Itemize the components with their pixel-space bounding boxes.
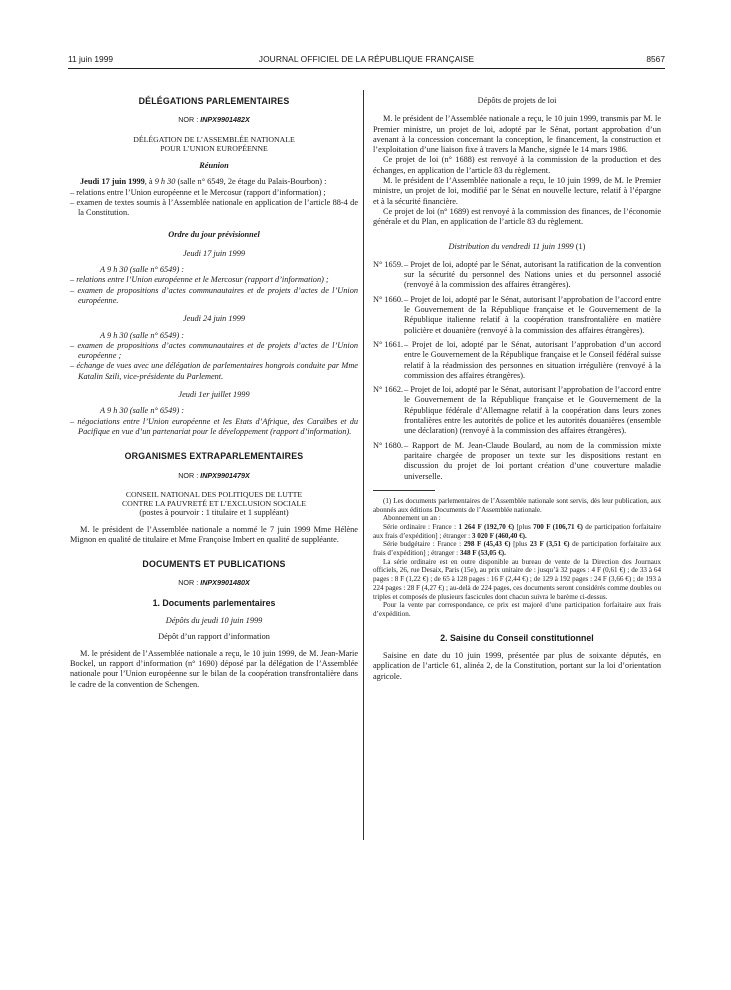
reunion-time: 9 h 30 [154, 177, 176, 187]
nomination-text: M. le président de l’Assemblée nationale a nommé le 7 juin 1999 Mme Hélène Mignon en qualité de titulaire et Mme Françoise Imbert en qualité de suppléante. [70, 524, 358, 544]
fn-part: de participation forfaitaire aux frais d’expédition] ; étranger : [373, 540, 662, 558]
footnote-text: Abonnement un an : [383, 514, 441, 523]
right-column [373, 96, 661, 682]
nor-label: NOR : [178, 470, 199, 480]
nor-label: NOR : [178, 115, 199, 125]
reunion-item: – examen de textes soumis à l’Assemblée nationale en application de l’article 88-4 de la Constitution. [70, 197, 358, 218]
item-number: N° 1661. [373, 339, 404, 349]
reunion-item: – relations entre l’Union européenne et le Mercosur (rapport d’information) ; [70, 187, 326, 197]
odj-day: Jeudi 24 juin 1999 [183, 314, 245, 324]
item-number: N° 1680. [373, 440, 404, 450]
nor-code: INPX9901479X [200, 470, 250, 480]
fn-part: Série ordinaire : France : [383, 522, 459, 531]
item-text: – Projet de loi, adopté par le Sénat, autorisant l’approbation de l’accord entre le Gouvernement de la République française et le Gouvernement de la République italienne relatif à la coopération transfrontalière en matière policière et douanière (renvoyé à la commission des affaires étrangères). [404, 294, 661, 335]
odj-day: Jeudi 1er juillet 1999 [178, 390, 250, 400]
odj-time: A 9 h 30 (salle n° 6549) : [100, 265, 185, 275]
depot-rapport-heading: Dépôt d’un rapport d’information [158, 632, 270, 642]
odj-item: – négociations entre l’Union européenne et les Etats d’Afrique, des Caraïbes et du Pacifique en vue d’un partenariat pour le développement (rapport d’information). [70, 416, 358, 436]
item-text: – Projet de loi, adopté par le Sénat, autorisant l’approbation d’un accord entre le Gouvernement de la République française et le Conseil fédéral suisse relatif à la réadmission des personnes en situation irrégulière (renvoyé à la commission des affaires étrangères). [404, 339, 661, 380]
reunion-text [70, 177, 358, 187]
footnote-text: Pour la vente par correspondance, ce prix est majoré d’une participation forfaitaire aux frais d’expédition. [373, 601, 661, 618]
footnote-text [373, 523, 661, 540]
fn-price: 700 F (106,71 €) [533, 522, 583, 531]
fn-price: 298 F (45,43 €) [463, 540, 511, 549]
depot-paragraph: M. le président de l’Assemblée nationale a reçu, le 10 juin 1999, transmis par M. le Premier ministre, un projet de loi, adopté par le Sénat, portant approbation d’un avenant à la concession concernant la conception, le financement, la construction et l’exploitation d’une liaison fixe à travers la Manche, signée le 14 mars 1986. [373, 114, 661, 155]
depot-date: Dépôts du jeudi 10 juin 1999 [165, 616, 263, 626]
page-number: 8567 [646, 54, 665, 64]
distribution-item [373, 441, 661, 482]
fn-part: [plus [510, 540, 530, 549]
distribution-list [373, 260, 661, 482]
distribution-item [373, 260, 661, 291]
distribution-item [373, 295, 661, 336]
depot-paragraph: Ce projet de loi (n° 1689) est renvoyé à la commission des finances, de l’économie générale et du Plan, en application de l’article 83 du règlement. [373, 206, 661, 227]
item-number: N° 1660. [373, 294, 404, 304]
page-header [68, 54, 665, 68]
depot-paragraph: M. le président de l’Assemblée nationale a reçu, le 10 juin 1999, de M. le Premier ministre, un projet de loi, modifié par le Sénat en nouvelle lecture, relatif à l’épargne et à la sécurité financière. [373, 176, 661, 206]
distribution-item [373, 385, 661, 436]
depot-paragraph: Ce projet de loi (n° 1688) est renvoyé à la commission de la production et des échanges, en application de l’article 83 du règlement. [373, 155, 661, 175]
odj-item: – échange de vues avec une délégation de parlementaires hongrois conduite par Mme Katalin Szili, vice-présidente du Parlement. [70, 361, 358, 381]
item-text: – Rapport de M. Jean-Claude Boulard, au nom de la commission mixte paritaire chargée de proposer un texte sur les dispositions restant en discussion du projet de loi portant création d’une couverture maladie universelle. [404, 440, 661, 481]
delegation-name-line2: POUR L’UNION EUROPÉENNE [160, 143, 268, 153]
postes-a-pourvoir: (postes à pourvoir : 1 titulaire et 1 suppléant) [139, 508, 289, 518]
left-column [70, 96, 358, 690]
delegations-nor [70, 115, 358, 125]
delegation-name [70, 135, 358, 153]
distribution-date: Distribution du vendredi 11 juin 1999 [448, 241, 574, 251]
fn-part: [plus [514, 522, 534, 531]
odj-time: A 9 h 30 (salle n° 6549) : [100, 406, 185, 416]
reunion-place: (salle n° 6549, 2e étage du Palais-Bourbon) : [175, 177, 327, 187]
distribution-item [373, 340, 661, 381]
fn-price: 3 020 F (460,40 €). [471, 531, 527, 540]
conseil-name-line1: CONSEIL NATIONAL DES POLITIQUES DE LUTTE [125, 489, 303, 499]
header-date: 11 juin 1999 [68, 54, 114, 64]
item-text: – Projet de loi, adopté par le Sénat, autorisant la ratification de la convention sur la sécurité du personnel des Nations unies et du personnel associé (renvoyé à la commission des affaires étrangères). [404, 259, 661, 290]
odj-item: – examen de propositions d’actes communautaires et de projets d’actes de l’Union européenne ; [70, 340, 358, 361]
footnotes [373, 497, 661, 619]
footnote-text: (1) Les documents parlementaires de l’Assemblée nationale sont servis, dès leur publication, aux abonnés aux éditions Documents de l’Assemblée nationale. [373, 496, 661, 514]
reunion-connector: , à [144, 177, 155, 187]
conseil-name-line2: CONTRE LA PAUVRETÉ ET L’EXCLUSION SOCIALE [121, 499, 307, 509]
odj-day: Jeudi 17 juin 1999 [183, 248, 245, 258]
saisine-title: 2. Saisine du Conseil constitutionnel [440, 632, 594, 643]
header-rule [68, 68, 665, 69]
odj-title: Ordre du jour prévisionnel [168, 230, 260, 240]
odj-time: A 9 h 30 (salle n° 6549) : [100, 330, 185, 340]
depot-rapport-text: M. le président de l’Assemblée nationale a reçu, le 10 juin 1999, de M. Jean-Marie Bockel, un rapport d’information (n° 1690) déposé par la délégation de l’Assemblée nationale pour l’Union européenne sur le bilan de la coopération transfrontalière dans le cadre de la convention de Schengen. [70, 648, 358, 689]
fn-price: 23 F (3,51 €) [529, 540, 570, 549]
fn-price: 1 264 F (192,70 €) [458, 522, 515, 531]
depots-projets-title: Dépôts de projets de loi [477, 96, 557, 105]
item-text: – Projet de loi, adopté par le Sénat, autorisant l’approbation de l’accord entre le Gouvernement de la République française et le Gouvernement de la République fédérale d’Allemagne relatif à la coopération dans leurs zones frontalières entre les autorités de police et les autorités douanières (ensemble une déclaration) (renvoyé à la commission des affaires étrangères). [404, 385, 661, 436]
odj-item: – relations entre l’Union européenne et le Mercosur (rapport d’information) ; [70, 275, 329, 285]
nor-label: NOR : [178, 578, 199, 588]
footnote-text [373, 540, 661, 557]
organismes-nor [70, 471, 358, 481]
documents-title: DOCUMENTS ET PUBLICATIONS [142, 559, 286, 570]
reunion-heading: Réunion [199, 161, 229, 170]
conseil-name [70, 490, 358, 508]
docparl-title: 1. Documents parlementaires [152, 597, 276, 608]
delegation-name-line1: DÉLÉGATION DE L’ASSEMBLÉE NATIONALE [133, 134, 295, 144]
fn-price: 348 F (53,05 €). [459, 549, 506, 558]
nor-code: INPX9901482X [200, 115, 250, 125]
fn-part: Série budgétaire : France : [383, 540, 464, 549]
column-divider [363, 90, 364, 840]
distribution-title [373, 242, 661, 252]
reunion-date: Jeudi 17 juin 1999 [80, 177, 145, 187]
saisine-text: Saisine en date du 10 juin 1999, présentée par plus de soixante députés, en application de l’article 61, alinéa 2, de la Constitution, portant sur la loi d’orientation agricole. [373, 650, 661, 681]
delegations-title: DÉLÉGATIONS PARLEMENTAIRES [138, 96, 290, 106]
item-number: N° 1662. [373, 385, 404, 395]
odj-item: – examen de propositions d’actes communautaires et de projets d’actes de l’Union européenne. [70, 285, 358, 305]
documents-nor [70, 578, 358, 588]
footnote-ref: (1) [573, 241, 586, 251]
footnote-rule [373, 490, 435, 491]
journal-title: JOURNAL OFFICIEL DE LA RÉPUBLIQUE FRANÇAISE [258, 54, 475, 64]
organismes-title: ORGANISMES EXTRAPARLEMENTAIRES [124, 451, 304, 462]
footnote-text: La série ordinaire est en outre disponible au bureau de vente de la Direction des Journaux officiels, 26, rue Desaix, Paris (15e), au prix unitaire de : jusqu’à 32 pages : 4 F (0,61 €) ; de 33 à 64 pages : 8 F (1,22 €) ; de 65 à 128 pages : 16 F (2,44 €) ; de 129 à 192 pages : 24 F (3,66 €) ; de 193 à 224 pages : 28 F (4,27 €) ; au-delà de 224 pages, ces documents seront considérés comme doubles ou triples et composés de plusieurs fascicules dont chacun suivra le barème ci-dessus. [373, 557, 661, 601]
item-number: N° 1659. [373, 259, 404, 269]
nor-code: INPX9901480X [200, 578, 250, 588]
fn-part: de participation forfaitaire aux frais d’expédition] ; étranger : [373, 522, 661, 540]
